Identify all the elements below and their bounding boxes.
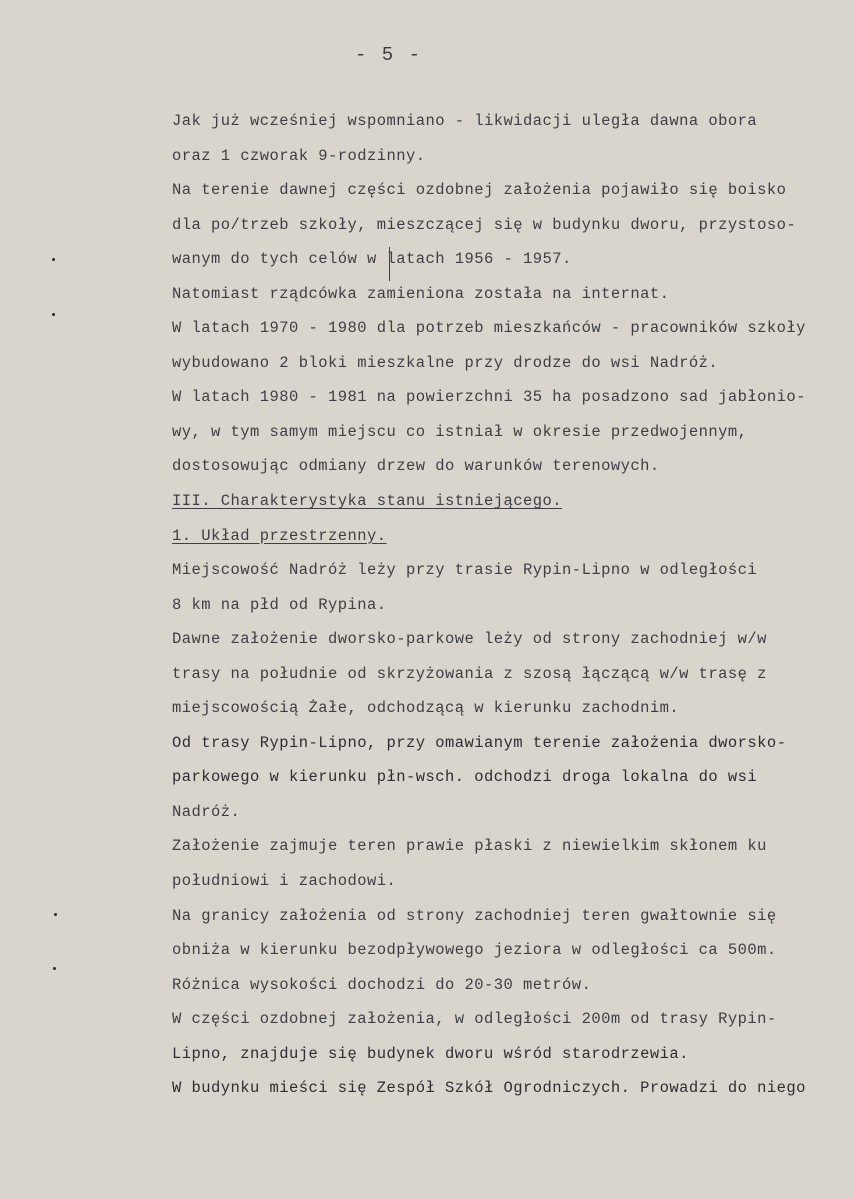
- text-line: Miejscowość Nadróż leży przy trasie Rypin-Lipno w odległości: [172, 561, 758, 580]
- section-heading-text: III. Charakterystyka stanu istniejącego.: [172, 492, 563, 511]
- text-line: Lipno, znajduje się budynek dworu wśród starodrzewia.: [172, 1044, 689, 1063]
- text-line: dla po/trzeb szkoły, mieszczącej się w budynku dworu, przystoso-: [172, 215, 797, 234]
- section-heading: [172, 484, 806, 519]
- text-line: Różnica wysokości dochodzi do 20-30 metrów.: [172, 975, 592, 994]
- text-line: W latach 1980 - 1981 na powierzchni 35 ha posadzono sad jabłonio-: [172, 388, 806, 407]
- text-line: oraz 1 czworak 9-rodzinny.: [172, 146, 426, 165]
- text-line: W budynku mieści się Zespół Szkół Ogrodniczych. Prowadzi do niego: [172, 1079, 806, 1098]
- text-line: wybudowano 2 bloki mieszkalne przy drodze do wsi Nadróż.: [172, 353, 719, 372]
- text-line: Na granicy założenia od strony zachodniej teren gwałtownie się: [172, 906, 777, 925]
- text-line: wanym do tych celów w latach 1956 - 1957.: [172, 250, 572, 269]
- subsection-heading-text: 1. Układ przestrzenny.: [172, 526, 387, 545]
- text-line: wy, w tym samym miejscu co istniał w okresie przedwojennym,: [172, 422, 748, 441]
- margin-mark: [52, 258, 55, 261]
- text-line: 8 km na płd od Rypina.: [172, 595, 387, 614]
- text-line: Dawne założenie dworsko-parkowe leży od strony zachodniej w/w: [172, 630, 767, 649]
- body-text: [172, 104, 806, 1106]
- text-line: parkowego w kierunku płn-wsch. odchodzi droga lokalna do wsi: [172, 768, 758, 787]
- text-line: Od trasy Rypin-Lipno, przy omawianym terenie założenia dworsko-: [172, 733, 787, 752]
- text-line: Na terenie dawnej części ozdobnej założenia pojawiło się boisko: [172, 181, 787, 200]
- text-line: dostosowując odmiany drzew do warunków terenowych.: [172, 457, 660, 476]
- text-line: południowi i zachodowi.: [172, 872, 397, 891]
- text-line: obniża w kierunku bezodpływowego jeziora w odległości ca 500m.: [172, 941, 777, 960]
- margin-mark: [54, 913, 57, 916]
- text-line: Założenie zajmuje teren prawie płaski z niewielkim skłonem ku: [172, 837, 767, 856]
- text-line: Natomiast rządcówka zamieniona została na internat.: [172, 284, 670, 303]
- text-line: trasy na południe od skrzyżowania z szosą łączącą w/w trasę z: [172, 664, 767, 683]
- text-line: W części ozdobnej założenia, w odległości 200m od trasy Rypin-: [172, 1010, 777, 1029]
- text-line: Nadróż.: [172, 802, 241, 821]
- page-number: - 5 -: [355, 44, 423, 66]
- margin-mark: [52, 313, 55, 316]
- subsection-heading: [172, 519, 806, 554]
- margin-mark: [53, 967, 56, 970]
- text-line: W latach 1970 - 1980 dla potrzeb mieszkańców - pracowników szkoły: [172, 319, 806, 338]
- text-line: Jak już wcześniej wspomniano - likwidacji uległa dawna obora: [172, 112, 758, 130]
- text-line: miejscowością Żałe, odchodzącą w kierunku zachodnim.: [172, 699, 680, 718]
